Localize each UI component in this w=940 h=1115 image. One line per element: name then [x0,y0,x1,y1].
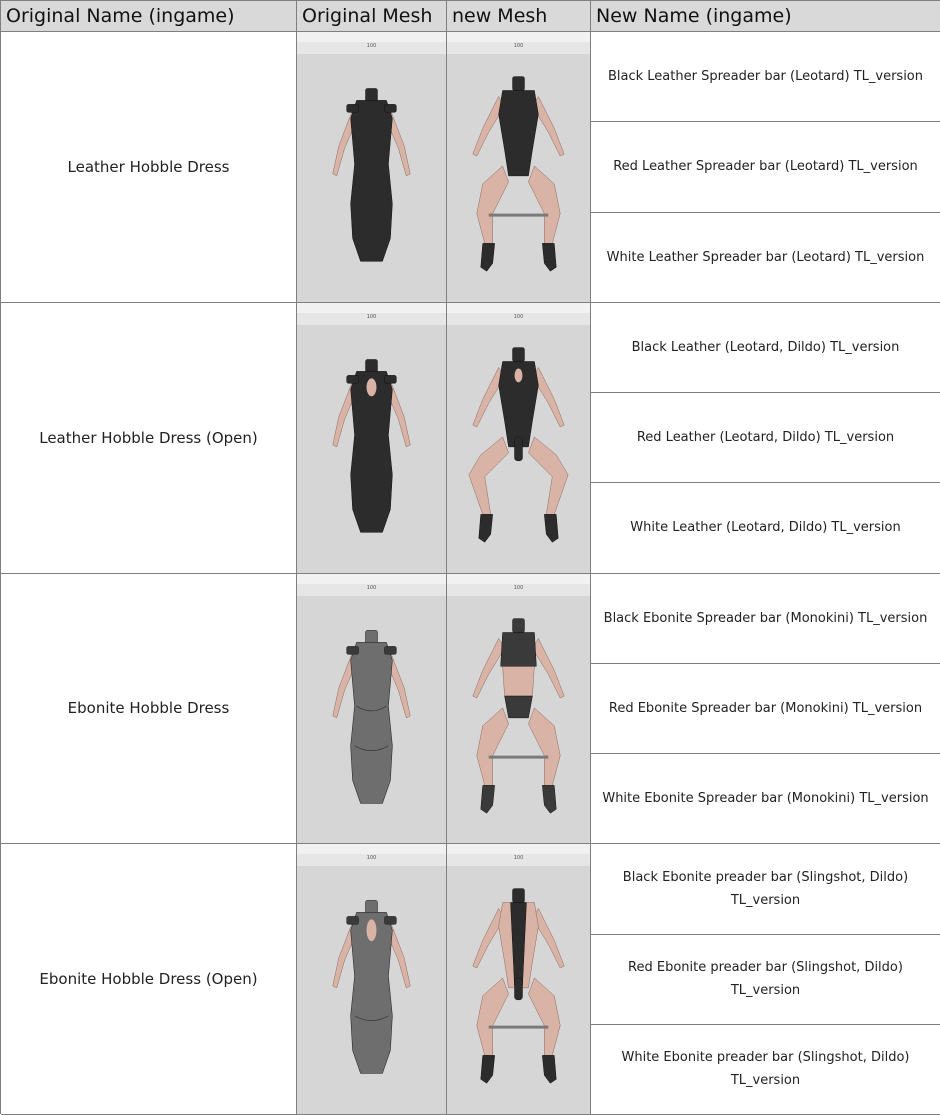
original-name-cell [1,32,297,303]
new-name-cell [591,483,940,573]
new-name-cell [591,122,940,212]
new-name-text: Black Leather (Leotard, Dildo) TL_version [631,339,900,355]
new-name-text: White Leather Spreader bar (Leotard) TL_version [606,249,925,265]
original-name-text: Ebonite Hobble Dress [67,699,230,718]
new-name-text: White Ebonite preader bar (Slingshot, Dildo) TL_version [621,1050,910,1089]
leather-dress-render-icon [297,54,446,302]
original-name-cell [1,844,297,1115]
original-name-text: Leather Hobble Dress [67,157,230,176]
new-name-text: Black Ebonite preader bar (Slingshot, Dildo) TL_version [622,869,909,908]
new-mesh-preview [447,574,591,845]
header-new-name: New Name (ingame) [591,1,940,32]
scale-label: 100 [366,584,377,591]
scale-label: 100 [366,855,377,862]
new-name-cell [591,664,940,754]
original-name-text: Leather Hobble Dress (Open) [39,428,258,447]
scale-label: 100 [513,584,524,591]
new-mesh-preview [447,844,591,1115]
new-name-cell [591,754,940,844]
new-mesh-preview [447,303,591,574]
original-mesh-preview [297,844,447,1115]
leotard-dildo-render-icon [447,325,590,573]
new-name-text: Red Ebonite Spreader bar (Monokini) TL_version [608,700,923,716]
scale-label: 100 [366,43,377,49]
new-name-text: White Ebonite Spreader bar (Monokini) TL_version [602,791,929,807]
scale-label: 100 [366,313,377,320]
scale-label: 100 [513,43,524,49]
header-original-name: Original Name (ingame) [1,1,297,32]
original-mesh-preview [297,32,447,303]
new-name-cell [591,574,940,664]
new-name-text: Black Leather Spreader bar (Leotard) TL_version [607,69,923,85]
new-name-cell [591,1025,940,1115]
monokini-spreader-bar-render-icon [447,596,590,844]
ebonite-dress-render-icon [297,596,446,844]
new-name-cell [591,303,940,393]
leotard-spreader-bar-render-icon [447,54,590,302]
header-new-mesh: new Mesh [447,1,591,32]
original-name-cell [1,303,297,574]
new-name-cell [591,393,940,483]
new-name-text: Black Ebonite Spreader bar (Monokini) TL_version [603,610,928,626]
scale-label: 100 [513,855,524,862]
new-name-text: Red Leather (Leotard, Dildo) TL_version [636,430,895,446]
original-name-text: Ebonite Hobble Dress (Open) [39,970,258,989]
original-mesh-preview [297,303,447,574]
new-mesh-preview [447,32,591,303]
ebonite-dress-open-render-icon [297,866,446,1114]
new-name-text: Red Leather Spreader bar (Leotard) TL_version [613,159,918,175]
new-name-text: Red Ebonite preader bar (Slingshot, Dildo) TL_version [628,960,903,999]
original-name-cell [1,574,297,845]
slingshot-dildo-render-icon [447,866,590,1114]
original-mesh-preview [297,574,447,845]
new-name-text: White Leather (Leotard, Dildo) TL_version [630,520,901,536]
new-name-cell [591,213,940,303]
leather-dress-open-render-icon [297,325,446,573]
scale-label: 100 [513,313,524,320]
header-original-mesh: Original Mesh [297,1,447,32]
new-name-cell [591,935,940,1025]
new-name-cell [591,844,940,934]
new-name-cell [591,32,940,122]
